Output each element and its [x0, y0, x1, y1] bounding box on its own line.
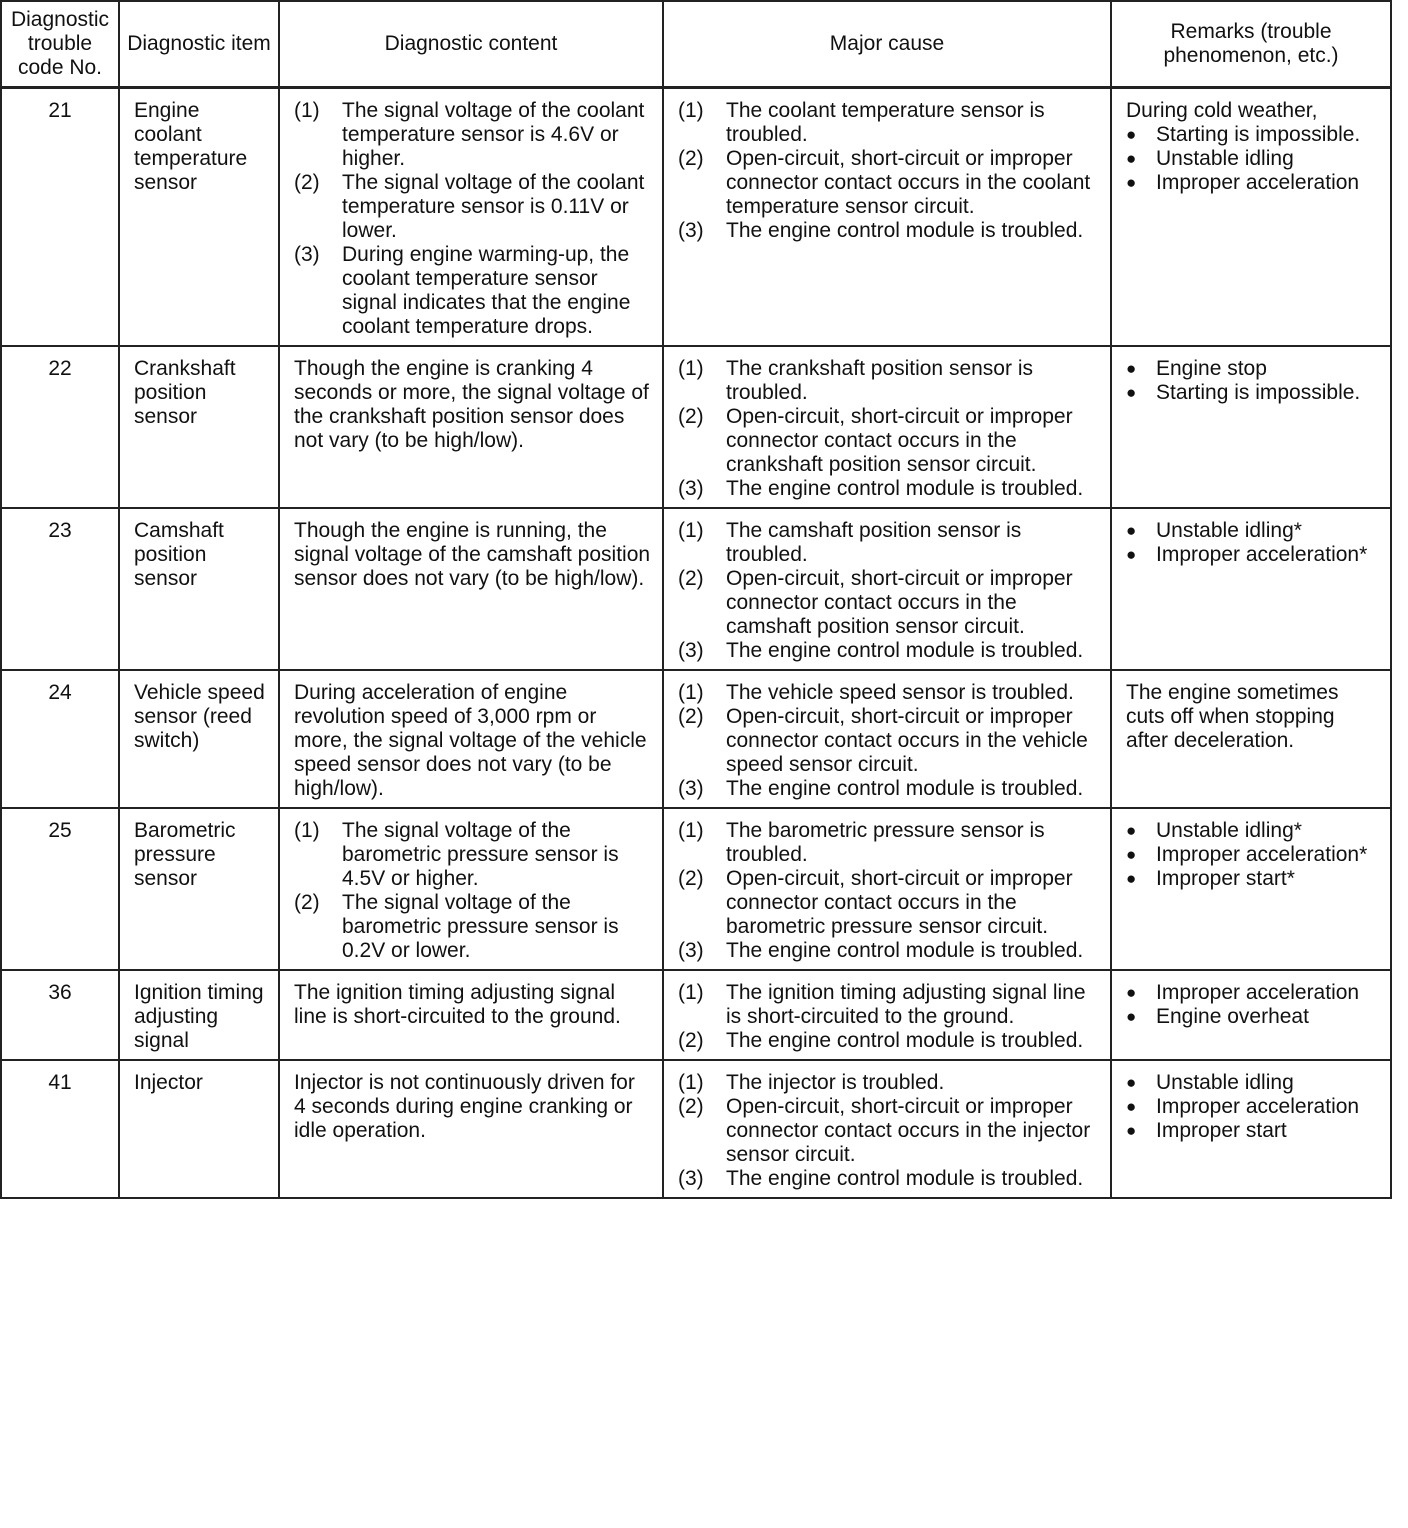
- cause-item: [678, 1029, 1100, 1053]
- remarks-item: [1126, 819, 1380, 843]
- item-number: (2): [294, 891, 320, 914]
- trouble-code: 21: [1, 88, 119, 347]
- cause-text: Open-circuit, short-circuit or improper connector contact occurs in the camshaft position sensor circuit.: [726, 567, 1073, 638]
- diagnostic-item: Vehicle speed sensor (reed switch): [119, 670, 279, 808]
- item-number: (1): [678, 519, 704, 542]
- cause-text: The engine control module is troubled.: [726, 639, 1084, 662]
- cause-list: [678, 819, 1100, 963]
- cause-list: [678, 681, 1100, 801]
- remarks-item: [1126, 381, 1380, 405]
- remarks-text: Improper start: [1156, 1119, 1287, 1142]
- cause-text: The engine control module is troubled.: [726, 219, 1084, 242]
- bullet-icon: ●: [1126, 1097, 1137, 1116]
- bullet-icon: ●: [1126, 359, 1137, 378]
- bullet-icon: ●: [1126, 545, 1137, 564]
- cause-text: The engine control module is troubled.: [726, 777, 1084, 800]
- diagnostic-content: The ignition timing adjusting signal line is short-circuited to the ground.: [279, 970, 663, 1060]
- cause-item: [678, 777, 1100, 801]
- content-item: [294, 243, 652, 339]
- content-text: The signal voltage of the barometric pressure sensor is 4.5V or higher.: [342, 819, 619, 890]
- major-cause: [663, 1060, 1111, 1198]
- cause-list: [678, 357, 1100, 501]
- diagnostic-item: Engine coolant temperature sensor: [119, 88, 279, 347]
- major-cause: [663, 970, 1111, 1060]
- remarks-item: [1126, 543, 1380, 567]
- remarks-text: Improper acceleration*: [1156, 843, 1368, 866]
- cause-item: [678, 147, 1100, 219]
- remarks-item: [1126, 1095, 1380, 1119]
- remarks-text: Starting is impossible.: [1156, 123, 1361, 146]
- cause-text: Open-circuit, short-circuit or improper connector contact occurs in the barometric pressure sensor circuit.: [726, 867, 1073, 938]
- cause-item: [678, 939, 1100, 963]
- diagnostic-content: During acceleration of engine revolution speed of 3,000 rpm or more, the signal voltage of the vehicle speed sensor does not vary (to be high/low).: [279, 670, 663, 808]
- diagnostic-content: [279, 808, 663, 970]
- remarks-text: Improper acceleration: [1156, 1095, 1360, 1118]
- item-number: (1): [678, 819, 704, 842]
- header-row: [1, 1, 1391, 88]
- table-row: [1, 670, 1391, 808]
- major-cause: [663, 808, 1111, 970]
- cause-item: [678, 867, 1100, 939]
- remarks: [1111, 808, 1391, 970]
- diagnostic-item: Injector: [119, 1060, 279, 1198]
- item-number: (2): [678, 567, 704, 590]
- header-remarks: Remarks (trouble phenomenon, etc.): [1111, 1, 1391, 88]
- remarks-text: Improper acceleration*: [1156, 543, 1368, 566]
- trouble-code: 24: [1, 670, 119, 808]
- remarks-item: [1126, 171, 1380, 195]
- cause-text: The engine control module is troubled.: [726, 477, 1084, 500]
- cause-item: [678, 1071, 1100, 1095]
- remarks-item: [1126, 147, 1380, 171]
- cause-item: [678, 357, 1100, 405]
- cause-item: [678, 99, 1100, 147]
- bullet-icon: ●: [1126, 149, 1137, 168]
- content-text: The signal voltage of the coolant temperature sensor is 0.11V or lower.: [342, 171, 645, 242]
- item-number: (3): [678, 939, 704, 962]
- cause-list: [678, 981, 1100, 1053]
- diagnostic-content: Injector is not continuously driven for 4 seconds during engine cranking or idle operation.: [279, 1060, 663, 1198]
- remarks-list: [1126, 519, 1380, 567]
- diagnostic-content: Though the engine is running, the signal voltage of the camshaft position sensor does not vary (to be high/low).: [279, 508, 663, 670]
- remarks-text: Improper acceleration: [1156, 171, 1360, 194]
- remarks: [1111, 508, 1391, 670]
- item-number: (2): [678, 405, 704, 428]
- cause-item: [678, 681, 1100, 705]
- cause-text: The barometric pressure sensor is troubled.: [726, 819, 1045, 866]
- cause-text: The camshaft position sensor is troubled.: [726, 519, 1022, 566]
- header-cause: Major cause: [663, 1, 1111, 88]
- diagnostic-item: Crankshaft position sensor: [119, 346, 279, 508]
- cause-item: [678, 1095, 1100, 1167]
- table-row: [1, 808, 1391, 970]
- cause-text: Open-circuit, short-circuit or improper connector contact occurs in the injector sensor circuit.: [726, 1095, 1091, 1166]
- remarks-item: [1126, 1071, 1380, 1095]
- remarks-intro: During cold weather,: [1126, 99, 1318, 122]
- remarks-text: Unstable idling: [1156, 1071, 1294, 1094]
- major-cause: [663, 88, 1111, 347]
- header-content: Diagnostic content: [279, 1, 663, 88]
- cause-item: [678, 819, 1100, 867]
- remarks: [1111, 970, 1391, 1060]
- bullet-icon: ●: [1126, 983, 1137, 1002]
- table-row: [1, 346, 1391, 508]
- item-number: (2): [678, 705, 704, 728]
- remarks-list: [1126, 123, 1380, 195]
- header-code: Diagnostic trouble code No.: [1, 1, 119, 88]
- trouble-code: 25: [1, 808, 119, 970]
- remarks: The engine sometimes cuts off when stopping after deceleration.: [1111, 670, 1391, 808]
- bullet-icon: ●: [1126, 521, 1137, 540]
- remarks-text: Unstable idling: [1156, 147, 1294, 170]
- major-cause: [663, 670, 1111, 808]
- item-number: (1): [294, 819, 320, 842]
- remarks-text: Improper acceleration: [1156, 981, 1360, 1004]
- bullet-icon: ●: [1126, 1007, 1137, 1026]
- trouble-code: 41: [1, 1060, 119, 1198]
- cause-item: [678, 477, 1100, 501]
- table-row: [1, 970, 1391, 1060]
- item-number: (2): [678, 867, 704, 890]
- diagnostic-content: Though the engine is cranking 4 seconds or more, the signal voltage of the crankshaft position sensor does not vary (to be high/low).: [279, 346, 663, 508]
- cause-text: Open-circuit, short-circuit or improper connector contact occurs in the coolant temperature sensor circuit.: [726, 147, 1091, 218]
- cause-list: [678, 1071, 1100, 1191]
- diagnostic-item: Camshaft position sensor: [119, 508, 279, 670]
- content-text: During engine warming-up, the coolant temperature sensor signal indicates that the engine coolant temperature drops.: [342, 243, 631, 338]
- item-number: (3): [678, 777, 704, 800]
- remarks-text: Unstable idling*: [1156, 519, 1302, 542]
- item-number: (2): [678, 147, 704, 170]
- cause-item: [678, 567, 1100, 639]
- item-number: (1): [678, 981, 704, 1004]
- remarks-item: [1126, 843, 1380, 867]
- cause-item: [678, 405, 1100, 477]
- item-number: (1): [678, 99, 704, 122]
- cause-text: The vehicle speed sensor is troubled.: [726, 681, 1074, 704]
- diagnostic-item: Ignition timing adjusting signal: [119, 970, 279, 1060]
- bullet-icon: ●: [1126, 845, 1137, 864]
- cause-text: The engine control module is troubled.: [726, 939, 1084, 962]
- item-number: (2): [678, 1029, 704, 1052]
- content-list: [294, 819, 652, 963]
- cause-text: The crankshaft position sensor is troubled.: [726, 357, 1033, 404]
- header-item: Diagnostic item: [119, 1, 279, 88]
- item-number: (1): [678, 681, 704, 704]
- remarks: [1111, 1060, 1391, 1198]
- bullet-icon: ●: [1126, 1121, 1137, 1140]
- content-item: [294, 171, 652, 243]
- remarks-item: [1126, 1119, 1380, 1143]
- remarks-text: Engine overheat: [1156, 1005, 1309, 1028]
- bullet-icon: ●: [1126, 125, 1137, 144]
- cause-text: The ignition timing adjusting signal line is short-circuited to the ground.: [726, 981, 1086, 1028]
- remarks-item: [1126, 867, 1380, 891]
- content-list: [294, 99, 652, 339]
- remarks-text: Unstable idling*: [1156, 819, 1302, 842]
- cause-text: The injector is troubled.: [726, 1071, 945, 1094]
- cause-item: [678, 705, 1100, 777]
- remarks-list: [1126, 357, 1380, 405]
- cause-item: [678, 1167, 1100, 1191]
- cause-text: The coolant temperature sensor is troubled.: [726, 99, 1045, 146]
- item-number: (3): [678, 639, 704, 662]
- remarks-item: [1126, 1005, 1380, 1029]
- remarks-item: [1126, 123, 1380, 147]
- cause-text: Open-circuit, short-circuit or improper connector contact occurs in the vehicle speed sensor circuit.: [726, 705, 1088, 776]
- remarks-list: [1126, 819, 1380, 891]
- cause-item: [678, 981, 1100, 1029]
- item-number: (3): [678, 1167, 704, 1190]
- remarks-item: [1126, 519, 1380, 543]
- item-number: (2): [294, 171, 320, 194]
- table-body: [1, 88, 1391, 1199]
- item-number: (1): [678, 1071, 704, 1094]
- content-item: [294, 819, 652, 891]
- cause-text: The engine control module is troubled.: [726, 1029, 1084, 1052]
- cause-text: Open-circuit, short-circuit or improper connector contact occurs in the crankshaft position sensor circuit.: [726, 405, 1073, 476]
- cause-text: The engine control module is troubled.: [726, 1167, 1084, 1190]
- content-text: The signal voltage of the barometric pressure sensor is 0.2V or lower.: [342, 891, 619, 962]
- bullet-icon: ●: [1126, 869, 1137, 888]
- content-item: [294, 891, 652, 963]
- major-cause: [663, 508, 1111, 670]
- remarks-item: [1126, 357, 1380, 381]
- cause-item: [678, 639, 1100, 663]
- remarks-text: Starting is impossible.: [1156, 381, 1361, 404]
- cause-list: [678, 99, 1100, 243]
- item-number: (1): [294, 99, 320, 122]
- item-number: (3): [678, 477, 704, 500]
- item-number: (1): [678, 357, 704, 380]
- diagnostic-content: [279, 88, 663, 347]
- trouble-code: 36: [1, 970, 119, 1060]
- remarks-list: [1126, 981, 1380, 1029]
- bullet-icon: ●: [1126, 383, 1137, 402]
- cause-list: [678, 519, 1100, 663]
- remarks: [1111, 88, 1391, 347]
- table-row: [1, 1060, 1391, 1198]
- item-number: (2): [678, 1095, 704, 1118]
- content-item: [294, 99, 652, 171]
- major-cause: [663, 346, 1111, 508]
- cause-item: [678, 219, 1100, 243]
- item-number: (3): [294, 243, 320, 266]
- bullet-icon: ●: [1126, 821, 1137, 840]
- remarks-text: Improper start*: [1156, 867, 1295, 890]
- item-number: (3): [678, 219, 704, 242]
- trouble-code: 22: [1, 346, 119, 508]
- remarks-text: Engine stop: [1156, 357, 1267, 380]
- remarks-list: [1126, 1071, 1380, 1143]
- bullet-icon: ●: [1126, 1073, 1137, 1092]
- remarks: [1111, 346, 1391, 508]
- table-header: [1, 1, 1391, 88]
- content-text: The signal voltage of the coolant temperature sensor is 4.6V or higher.: [342, 99, 645, 170]
- table-row: [1, 88, 1391, 347]
- diagnostic-item: Barometric pressure sensor: [119, 808, 279, 970]
- cause-item: [678, 519, 1100, 567]
- trouble-code: 23: [1, 508, 119, 670]
- table-row: [1, 508, 1391, 670]
- remarks-item: [1126, 981, 1380, 1005]
- bullet-icon: ●: [1126, 173, 1137, 192]
